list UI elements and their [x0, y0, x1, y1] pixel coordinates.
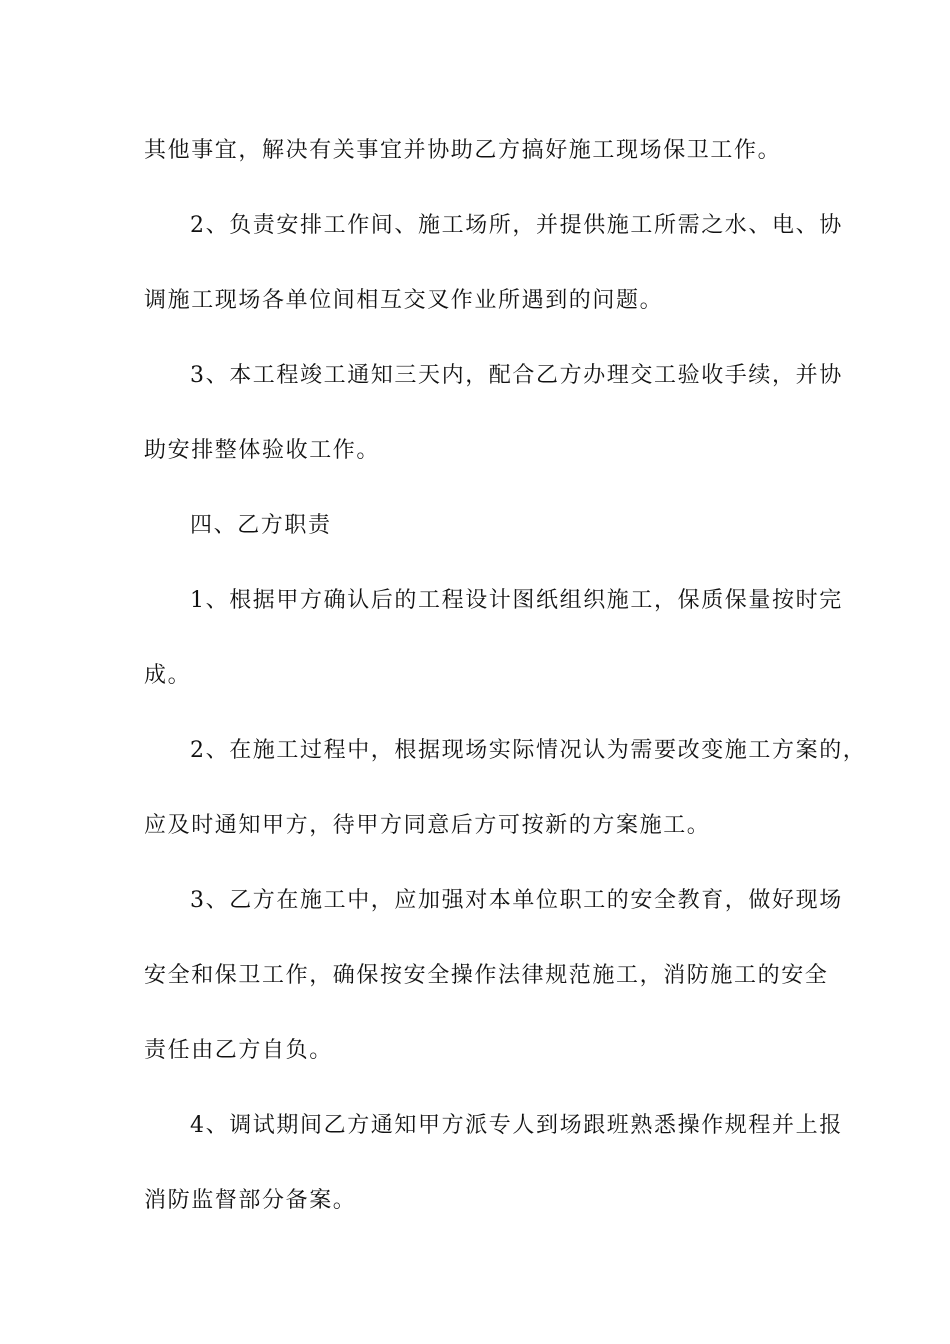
text-line-10: 应及时通知甲方，待甲方同意后方可按新的方案施工。 [144, 813, 711, 838]
section-heading: 四、乙方职责 [190, 513, 332, 538]
text-line-12: 安全和保卫工作，确保按安全操作法律规范施工，消防施工的安全 [144, 963, 829, 988]
text-line-13: 责任由乙方自负。 [144, 1038, 333, 1063]
text-line-14: 4、调试期间乙方通知甲方派专人到场跟班熟悉操作规程并上报 [190, 1113, 843, 1138]
text-line-3: 调施工现场各单位间相互交叉作业所遇到的问题。 [144, 288, 664, 313]
text-line-2: 2、负责安排工作间、施工场所，并提供施工所需之水、电、协 [190, 213, 843, 238]
text-line-5: 助安排整体验收工作。 [144, 438, 381, 463]
text-line-8: 成。 [144, 663, 192, 688]
text-line-1: 其他事宜，解决有关事宜并协助乙方搞好施工现场保卫工作。 [144, 138, 782, 163]
text-line-11: 3、乙方在施工中，应加强对本单位职工的安全教育，做好现场 [190, 888, 843, 913]
text-line-15: 消防监督部分备案。 [144, 1188, 357, 1213]
text-line-7: 1、根据甲方确认后的工程设计图纸组织施工，保质保量按时完 [190, 588, 843, 613]
text-line-9: 2、在施工过程中，根据现场实际情况认为需要改变施工方案的， [190, 738, 867, 763]
text-line-4: 3、本工程竣工通知三天内，配合乙方办理交工验收手续，并协 [190, 363, 843, 388]
